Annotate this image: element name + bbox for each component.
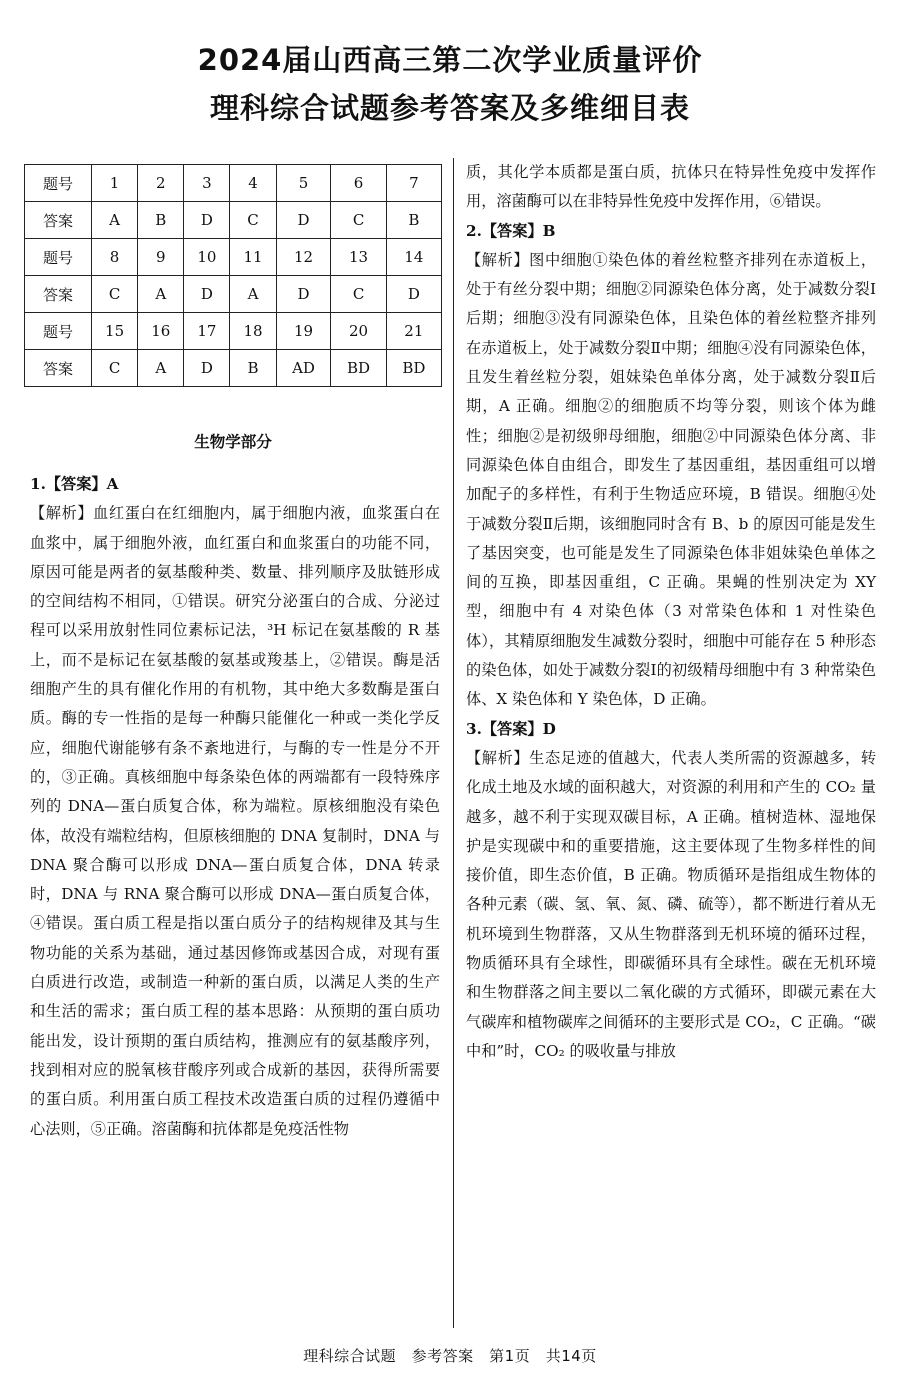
- row-label: 题号: [25, 313, 92, 350]
- column-divider: [453, 158, 454, 1328]
- question-3-answer: 3.【答案】D: [466, 719, 556, 738]
- table-row: [25, 313, 442, 350]
- table-cell: 7: [386, 165, 441, 202]
- row-label: 题号: [25, 165, 92, 202]
- table-cell: 17: [184, 313, 230, 350]
- table-cell: 16: [138, 313, 184, 350]
- question-1-answer: 1.【答案】A: [30, 475, 119, 493]
- section-title: 生物学部分: [194, 433, 272, 451]
- table-cell: BD: [331, 350, 386, 387]
- table-cell: C: [331, 202, 386, 239]
- table-cell: C: [92, 350, 138, 387]
- page-title: 2024届山西高三第二次学业质量评价: [197, 43, 703, 77]
- table-cell: 19: [276, 313, 331, 350]
- row-label: 题号: [25, 239, 92, 276]
- table-cell: 8: [92, 239, 138, 276]
- table-cell: AD: [276, 350, 331, 387]
- left-column: [30, 470, 440, 1144]
- right-column: [466, 158, 876, 1066]
- table-cell: 20: [331, 313, 386, 350]
- table-cell: 3: [184, 165, 230, 202]
- table-cell: 11: [230, 239, 276, 276]
- table-cell: 15: [92, 313, 138, 350]
- table-cell: BD: [386, 350, 441, 387]
- answer-table: [24, 164, 442, 387]
- table-cell: A: [230, 276, 276, 313]
- table-cell: A: [138, 276, 184, 313]
- table-cell: 1: [92, 165, 138, 202]
- table-row: [25, 276, 442, 313]
- question-1-explanation-continued: 质，其化学本质都是蛋白质，抗体只在特异性免疫中发挥作用，溶菌酶可以在非特异性免疫中发挥作用，⑥错误。: [466, 163, 876, 211]
- page-footer: 理科综合试题 参考答案 第1页 共14页: [303, 1347, 597, 1365]
- table-cell: D: [184, 350, 230, 387]
- table-row: [25, 239, 442, 276]
- table-cell: A: [138, 350, 184, 387]
- table-cell: 21: [386, 313, 441, 350]
- table-cell: 14: [386, 239, 441, 276]
- question-2-explanation: 【解析】图中细胞①染色体的着丝粒整齐排列在赤道板上，处于有丝分裂中期；细胞②同源染色体分离，处于减数分裂Ⅰ后期；细胞③没有同源染色体，且染色体的着丝粒整齐排列在赤道板上，处于减数分裂Ⅱ中期；细胞④没有同源染色体，且发生着丝粒分裂，姐妹染色单体分离，处于减数分裂Ⅱ后期，A 正确。细胞②的细胞质不均等分裂，则该个体为雌性；细胞②是初级卵母细胞，细胞②中同源染色体分离、非同源染色体自由组合，即发生了基因重组，基因重组可以增加配子的多样性，有利于生物适应环境，B 错误。细胞④处于减数分裂Ⅱ后期，该细胞同时含有 B、b 的原因可能是发生了基因突变，也可能是发生了同源染色体非姐妹染色单体之间的互换，即基因重组，C 正确。果蝇的性别决定为 XY 型，细胞中有 4 对染色体（3 对常染色体和 1 对性染色体），其精原细胞发生减数分裂时，细胞中可能存在 5 种形态的染色体，如处于减数分裂Ⅰ的初级精母细胞中有 3 种常染色体、X 染色体和 Y 染色体，D 正确。: [466, 250, 876, 709]
- row-label: 答案: [25, 276, 92, 313]
- table-cell: 13: [331, 239, 386, 276]
- table-cell: B: [386, 202, 441, 239]
- table-cell: 12: [276, 239, 331, 276]
- page-subtitle: 理科综合试题参考答案及多维细目表: [209, 91, 690, 125]
- table-cell: 2: [138, 165, 184, 202]
- table-cell: A: [92, 202, 138, 239]
- row-label: 答案: [25, 202, 92, 239]
- table-row: [25, 350, 442, 387]
- table-cell: C: [92, 276, 138, 313]
- question-2-answer: 2.【答案】B: [466, 221, 556, 240]
- table-cell: C: [331, 276, 386, 313]
- table-cell: 5: [276, 165, 331, 202]
- table-cell: 18: [230, 313, 276, 350]
- table-cell: 4: [230, 165, 276, 202]
- question-1-explanation: 【解析】血红蛋白在红细胞内，属于细胞内液，血浆蛋白在血浆中，属于细胞外液，血红蛋白和血浆蛋白的功能不同，原因可能是两者的氨基酸种类、数量、排列顺序及肽链形成的空间结构不相同，①错误。研究分泌蛋白的合成、分泌过程可以采用放射性同位素标记法，³H 标记在氨基酸的 R 基上，而不是标记在氨基酸的氨基或羧基上，②错误。酶是活细胞产生的具有催化作用的有机物，其中绝大多数酶是蛋白质。酶的专一性指的是每一种酶只能催化一种或一类化学反应，细胞代谢能够有条不紊地进行，与酶的专一性是分不开的，③正确。真核细胞中每条染色体的两端都有一段特殊序列的 DNA—蛋白质复合体，称为端粒。原核细胞没有染色体，故没有端粒结构，但原核细胞的 DNA 复制时，DNA 与 DNA 聚合酶可以形成 DNA—蛋白质复合体，DNA 转录时，DNA 与 RNA 聚合酶可以形成 DNA—蛋白质复合体，④错误。蛋白质工程是指以蛋白质分子的结构规律及其与生物功能的关系为基础，通过基因修饰或基因合成，对现有蛋白质进行改造，或制造一种新的蛋白质，以满足人类的生产和生活的需求；蛋白质工程的基本思路：从预期的蛋白质功能出发，设计预期的蛋白质结构，推测应有的氨基酸序列，找到相对应的脱氧核苷酸序列或合成新的基因，获得所需要的蛋白质。利用蛋白质工程技术改造蛋白质的过程仍遵循中心法则，⑤正确。溶菌酶和抗体都是免疫活性物: [30, 504, 440, 1138]
- table-cell: D: [276, 276, 331, 313]
- table-cell: D: [184, 202, 230, 239]
- table-cell: 10: [184, 239, 230, 276]
- row-label: 答案: [25, 350, 92, 387]
- table-cell: D: [184, 276, 230, 313]
- table-cell: B: [230, 350, 276, 387]
- table-cell: C: [230, 202, 276, 239]
- table-cell: 6: [331, 165, 386, 202]
- question-3-explanation: 【解析】生态足迹的值越大，代表人类所需的资源越多，转化成土地及水域的面积越大，对资源的利用和产生的 CO₂ 量越多，越不利于实现双碳目标，A 正确。植树造林、湿地保护是实现碳中和的重要措施，这主要体现了生物多样性的间接价值，即生态价值，B 正确。物质循环是指组成生物体的各种元素（碳、氢、氧、氮、磷、硫等），都不断进行着从无机环境到生物群落，又从生物群落到无机环境的循环过程，物质循环具有全球性，即碳循环具有全球性。碳在无机环境和生物群落之间主要以二氧化碳的方式循环，即碳元素在大气碳库和植物碳库之间循环的主要形式是 CO₂，C 正确。“碳中和”时，CO₂ 的吸收量与排放: [466, 748, 876, 1060]
- table-row: [25, 165, 442, 202]
- table-cell: D: [386, 276, 441, 313]
- table-cell: B: [138, 202, 184, 239]
- table-cell: 9: [138, 239, 184, 276]
- table-row: [25, 202, 442, 239]
- table-cell: D: [276, 202, 331, 239]
